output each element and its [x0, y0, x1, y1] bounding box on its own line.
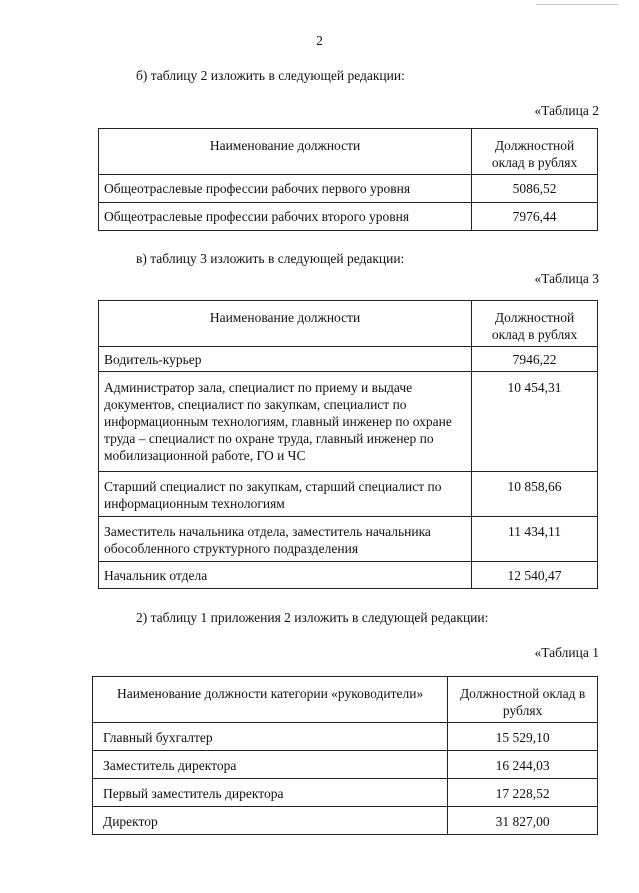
table-row — [99, 347, 598, 372]
table-3 — [98, 300, 598, 589]
page-number: 2 — [316, 33, 323, 48]
salary-value: 11 434,11 — [472, 517, 598, 562]
header-salary: Должностной оклад в рублях — [448, 677, 598, 723]
salary-value: 17 228,52 — [448, 779, 598, 807]
salary-value: 16 244,03 — [448, 751, 598, 779]
header-position: Наименование должности категории «руководители» — [93, 677, 448, 723]
table-row — [99, 517, 598, 562]
position-name: Общеотраслевые профессии рабочих первого уровня — [99, 175, 472, 203]
position-name: Администратор зала, специалист по приему и выдаче документов, специалист по закупкам, специалист по информационным технологиям, главный инженер по охране труда – специалист по охране труда, главный инженер по мобилизационной работе, ГО и ЧС — [99, 372, 472, 472]
salary-value: 15 529,10 — [448, 723, 598, 751]
position-name: Общеотраслевые профессии рабочих второго уровня — [99, 203, 472, 231]
table-2 — [98, 128, 598, 231]
table-row — [93, 751, 598, 779]
table-row — [93, 779, 598, 807]
table-row — [99, 203, 598, 231]
section-b-intro: б) таблицу 2 изложить в следующей редакции: — [136, 68, 405, 83]
table-row — [93, 723, 598, 751]
table-row — [99, 372, 598, 472]
table-header-row — [93, 677, 598, 723]
header-position: Наименование должности — [99, 129, 472, 175]
position-name: Заместитель начальника отдела, заместитель начальника обособленного структурного подразделения — [99, 517, 472, 562]
salary-value: 7976,44 — [472, 203, 598, 231]
position-name: Директор — [93, 807, 448, 835]
table-row — [93, 807, 598, 835]
salary-value: 5086,52 — [472, 175, 598, 203]
position-name: Водитель-курьер — [99, 347, 472, 372]
table-row — [99, 472, 598, 517]
section-v-caption: «Таблица 3 — [534, 271, 599, 286]
table-1 — [92, 676, 598, 835]
header-salary: Должностной оклад в рублях — [472, 301, 598, 347]
header-salary: Должностной оклад в рублях — [472, 129, 598, 175]
position-name: Начальник отдела — [99, 562, 472, 589]
table-row — [99, 175, 598, 203]
section-b-caption: «Таблица 2 — [534, 103, 599, 118]
position-name: Старший специалист по закупкам, старший специалист по информационным технологиям — [99, 472, 472, 517]
salary-value: 10 858,66 — [472, 472, 598, 517]
section-2-caption: «Таблица 1 — [534, 645, 599, 660]
salary-value: 31 827,00 — [448, 807, 598, 835]
table-header-row — [99, 301, 598, 347]
section-2-intro: 2) таблицу 1 приложения 2 изложить в следующей редакции: — [136, 610, 489, 625]
position-name: Главный бухгалтер — [93, 723, 448, 751]
section-v-intro: в) таблицу 3 изложить в следующей редакции: — [136, 251, 405, 266]
position-name: Первый заместитель директора — [93, 779, 448, 807]
position-name: Заместитель директора — [93, 751, 448, 779]
header-position: Наименование должности — [99, 301, 472, 347]
salary-value: 10 454,31 — [472, 372, 598, 472]
table-header-row — [99, 129, 598, 175]
table-row — [99, 562, 598, 589]
top-rule — [536, 4, 618, 5]
salary-value: 12 540,47 — [472, 562, 598, 589]
salary-value: 7946,22 — [472, 347, 598, 372]
